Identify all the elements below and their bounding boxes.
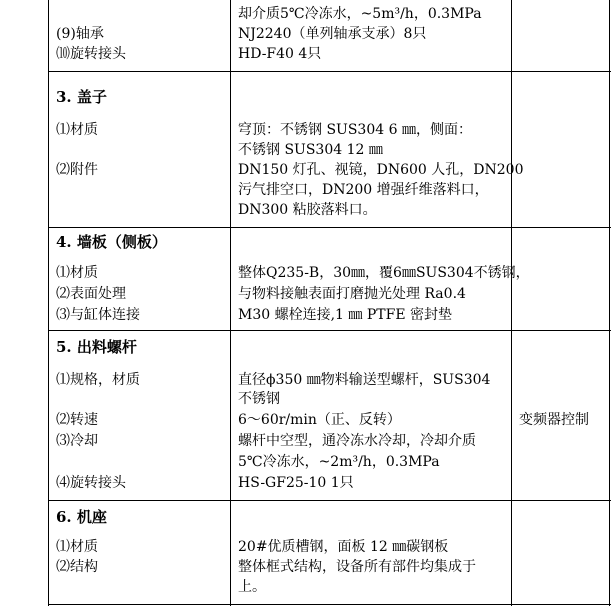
item-value: 上。 bbox=[238, 579, 266, 595]
item-label: ⑵表面处理 bbox=[56, 286, 126, 302]
item-value: 不锈钢 bbox=[238, 391, 280, 407]
item-label: (9)轴承 bbox=[56, 26, 104, 42]
item-value: NJ2240（单列轴承支承）8只 bbox=[238, 26, 427, 42]
item-label: ⑶冷却 bbox=[56, 433, 98, 449]
item-label: ⑴材质 bbox=[56, 539, 98, 555]
row-divider bbox=[48, 227, 611, 228]
item-label: ⑵结构 bbox=[56, 559, 98, 575]
item-value: 5℃冷冻水，~2m³/h，0.3MPa bbox=[238, 454, 440, 470]
section-heading: 6. 机座 bbox=[56, 508, 107, 526]
table-border-bottom bbox=[48, 604, 611, 605]
table-divider-2 bbox=[511, 0, 512, 606]
item-label: ⑶与缸体连接 bbox=[56, 307, 140, 323]
item-value: HD-F40 4只 bbox=[238, 46, 322, 62]
item-value: 穹顶：不锈钢 SUS304 6 ㎜，侧面： bbox=[238, 122, 472, 138]
row-divider bbox=[48, 71, 611, 72]
row-divider bbox=[48, 500, 611, 501]
item-value: DN150 灯孔、视镜，DN600 人孔，DN200 bbox=[238, 162, 524, 178]
item-label: ⑽旋转接头 bbox=[56, 46, 126, 62]
section-heading: 4. 墙板（侧板） bbox=[56, 233, 167, 251]
item-label: ⑷旋转接头 bbox=[56, 475, 126, 491]
item-label: ⑴材质 bbox=[56, 122, 98, 138]
item-label: ⑴材质 bbox=[56, 265, 98, 281]
table-divider-1 bbox=[230, 0, 231, 606]
item-value: 6～60r/min（正、反转） bbox=[238, 412, 401, 428]
table-border-right bbox=[609, 0, 610, 606]
item-value: 与物料接触表面打磨抛光处理 Ra0.4 bbox=[238, 286, 466, 302]
table-border-left bbox=[48, 0, 49, 606]
item-value: 20#优质槽钢，面板 12 ㎜碳钢板 bbox=[238, 539, 449, 555]
item-value: HS-GF25-10 1只 bbox=[238, 475, 354, 491]
item-value: DN300 粘胶落料口。 bbox=[238, 202, 377, 218]
item-value: 整体框式结构，设备所有部件均集成于 bbox=[238, 559, 476, 575]
note-text: 变频器控制 bbox=[519, 412, 589, 428]
item-value: 不锈钢 SUS304 12 ㎜ bbox=[238, 142, 383, 158]
item-label: ⑵附件 bbox=[56, 162, 98, 178]
row-divider bbox=[48, 330, 611, 331]
item-value: 却介质5℃冷冻水，~5m³/h，0.3MPa bbox=[238, 6, 482, 22]
section-heading: 3. 盖子 bbox=[56, 88, 107, 106]
item-value: 直径ϕ350 ㎜物料输送型螺杆，SUS304 bbox=[238, 372, 491, 388]
item-value: 整体Q235-B，30㎜，覆6㎜SUS304不锈钢， bbox=[238, 265, 530, 281]
item-value: 螺杆中空型，通冷冻水冷却，冷却介质 bbox=[238, 433, 476, 449]
item-label: ⑴规格，材质 bbox=[56, 372, 140, 388]
item-value: 污气排空口，DN200 增强纤维落料口， bbox=[238, 182, 489, 198]
item-value: M30 螺栓连接,1 ㎜ PTFE 密封垫 bbox=[238, 307, 452, 323]
section-heading: 5. 出料螺杆 bbox=[56, 338, 137, 356]
item-label: ⑵转速 bbox=[56, 412, 98, 428]
